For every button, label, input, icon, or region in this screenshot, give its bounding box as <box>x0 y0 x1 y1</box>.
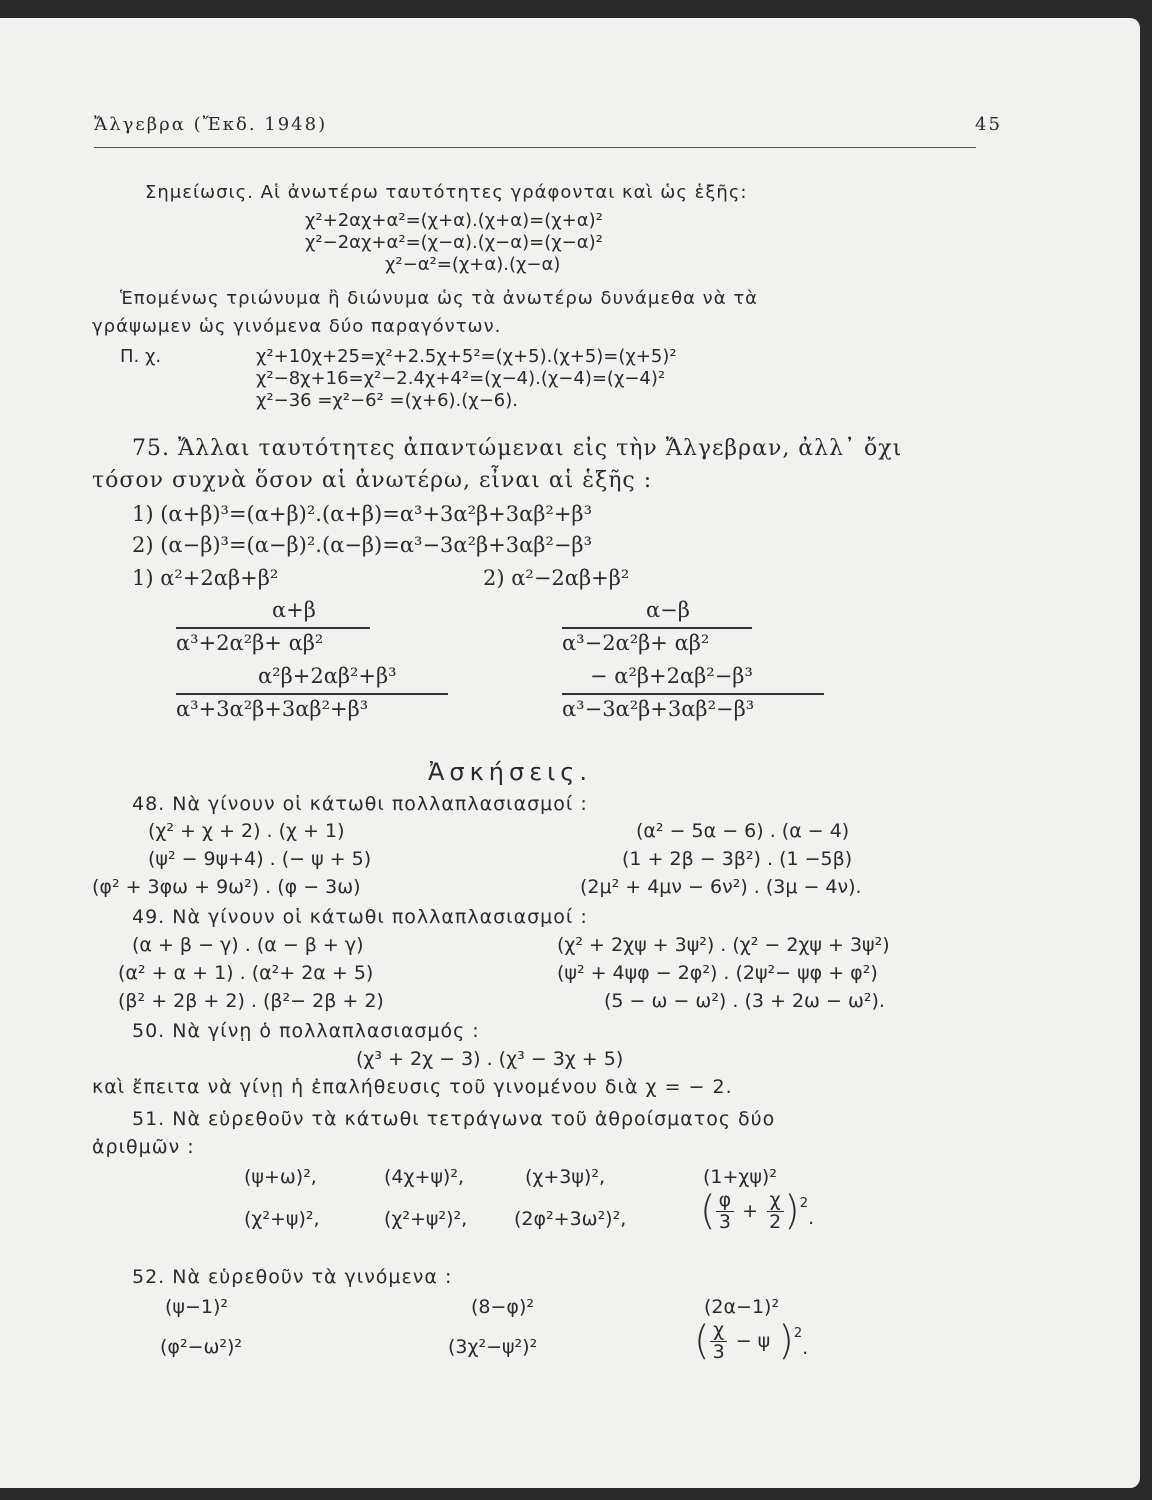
exercise-51-heading: 51. Νὰ εὑρεθοῦν τὰ κάτωθι τετράγωνα τοῦ ἀθροίσματος δύο <box>132 1108 776 1130</box>
fraction <box>710 1320 728 1363</box>
identity-cube-diff: 2) (α−β)³=(α−β)².(α−β)=α³−3α²β+3αβ²−β³ <box>132 533 592 557</box>
exercise-49-heading: 49. Νὰ γίνουν οἱ κάτωθι πολλαπλασιασμοί : <box>132 906 588 928</box>
section-75-line: τόσον συχνὰ ὅσον αἱ ἀνωτέρω, εἶναι αἱ ἑξῆς : <box>92 468 653 493</box>
exercise-item: (χ²+ψ²)², <box>384 1208 468 1230</box>
fraction-denominator: 3 <box>712 1340 725 1363</box>
exercise-item: (1+χψ)² <box>703 1166 777 1188</box>
fraction-square-expression: ( $\frac{\varphi}{3}$ + $\frac{\chi}{2}$ ) 2 . <box>700 1188 815 1235</box>
fraction <box>766 1190 784 1233</box>
note-paragraph-line: γράψωμεν ὡς γινόμενα δύο παραγόντων. <box>92 316 502 337</box>
note-intro: Σημείωσις. Αἱ ἀνωτέρω ταυτότητες γράφονται καὶ ὡς ἑξῆς: <box>145 182 748 203</box>
exercise-item: (ψ+ω)², <box>244 1166 317 1188</box>
mult-right-row: α³−2α²β+ αβ² <box>562 631 710 655</box>
identity-cube-sum: 1) (α+β)³=(α+β)².(α+β)=α³+3α²β+3αβ²+β³ <box>132 502 592 526</box>
mult-left-row: α³+3α²β+3αβ²+β³ <box>176 697 369 721</box>
right-paren: ) <box>778 1318 794 1365</box>
exercise-50-text: καὶ ἔπειτα νὰ γίνῃ ἡ ἐπαλήθευσις τοῦ γινομένου διὰ χ = − 2. <box>92 1076 733 1098</box>
fraction-denominator: 2 <box>769 1210 782 1233</box>
exercise-item: (ψ−1)² <box>165 1296 228 1318</box>
exercise-item: (α + β − γ) . (α − β + γ) <box>132 934 364 956</box>
exercise-item: (ψ² − 9ψ+4) . (− ψ + 5) <box>148 848 372 870</box>
note-paragraph-line: Ἑπομένως τριώνυμα ἢ διώνυμα ὡς τὰ ἀνωτέρω δυνάμεθα νὰ τὰ <box>120 288 759 309</box>
right-paren: ) <box>784 1188 800 1235</box>
example-line: χ²+10χ+25=χ²+2.5χ+5²=(χ+5).(χ+5)=(χ+5)² <box>256 346 677 367</box>
fraction-numerator: χ <box>710 1320 727 1342</box>
exercise-item: (φ² + 3φω + 9ω²) . (φ − 3ω) <box>92 876 361 898</box>
left-paren: ( <box>694 1318 710 1365</box>
section-75-line: 75. Ἄλλαι ταυτότητες ἀπαντώμεναι εἰς τὴν Ἄλγεβραν, ἀλλ᾽ ὄχι <box>132 436 903 461</box>
example-line: χ²−8χ+16=χ²−2.4χ+4²=(χ−4).(χ−4)=(χ−4)² <box>256 368 666 389</box>
note-identity: χ²+2αχ+α²=(χ+α).(χ+α)=(χ+α)² <box>305 210 603 231</box>
exercise-50-heading: 50. Νὰ γίνῃ ὁ πολλαπλασιασμός : <box>132 1020 480 1042</box>
running-header-title: Ἄλγεβρα (Ἔκδ. 1948) <box>94 114 328 135</box>
exercise-item: (α² + α + 1) . (α²+ 2α + 5) <box>118 962 374 984</box>
exercise-item: (χ² + 2χψ + 3ψ²) . (χ² − 2χψ + 3ψ²) <box>557 934 890 956</box>
mult-left-bar <box>176 627 370 629</box>
exercise-item: (β² + 2β + 2) . (β²− 2β + 2) <box>118 990 384 1012</box>
exercise-item: (4χ+ψ)², <box>384 1166 464 1188</box>
exercise-item: (1 + 2β − 3β²) . (1 −5β) <box>622 848 853 870</box>
fraction-numerator: χ <box>767 1190 784 1212</box>
exercise-item: (χ+3ψ)², <box>525 1166 605 1188</box>
exercise-item: (χ²+ψ)², <box>244 1208 320 1230</box>
mult-right-row: 2) α²−2αβ+β² <box>483 566 630 590</box>
fraction-square-expression: ( $\frac{\chi}{3}$ − ψ ) 2 . <box>694 1318 809 1365</box>
fraction-numerator: φ <box>716 1190 735 1212</box>
exercises-title: Ἀσκήσεις. <box>428 758 593 786</box>
exercise-item: (φ²−ω²)² <box>160 1336 243 1358</box>
exercise-48-heading: 48. Νὰ γίνουν οἱ κάτωθι πολλαπλασιασμοί : <box>132 793 588 815</box>
note-identity: χ²−α²=(χ+α).(χ−α) <box>385 254 561 275</box>
mult-right-bar <box>562 693 824 695</box>
exercise-item: (2α−1)² <box>704 1296 780 1318</box>
mult-left-row: α²β+2αβ²+β³ <box>258 664 397 688</box>
page-number: 45 <box>975 114 1002 135</box>
mult-left-row: α³+2α²β+ αβ² <box>176 631 324 655</box>
mult-right-row: α−β <box>646 598 690 622</box>
fraction <box>716 1190 735 1233</box>
exercise-51-heading-cont: ἀριθμῶν : <box>92 1136 195 1158</box>
exercise-52-heading: 52. Νὰ εὑρεθοῦν τὰ γινόμενα : <box>132 1266 453 1288</box>
exercise-item: (5 − ω − ω²) . (3 + 2ω − ω²). <box>604 990 885 1012</box>
book-page <box>0 18 1140 1488</box>
exercise-item: (2φ²+3ω²)², <box>514 1208 627 1230</box>
exercise-item: (α² − 5α − 6) . (α − 4) <box>636 820 850 842</box>
mult-right-row: − α²β+2αβ²−β³ <box>590 664 753 688</box>
example-line: χ²−36 =χ²−6² =(χ+6).(χ−6). <box>256 390 518 411</box>
fraction-denominator: 3 <box>718 1210 731 1233</box>
exercise-item: (3χ²−ψ²)² <box>448 1336 538 1358</box>
mult-left-bar <box>176 693 448 695</box>
mult-right-bar <box>562 627 752 629</box>
example-label: Π. χ. <box>120 346 162 367</box>
mult-right-row: α³−3α²β+3αβ²−β³ <box>562 697 755 721</box>
fraction-tail: − ψ <box>735 1330 771 1353</box>
left-paren: ( <box>700 1188 716 1235</box>
mult-left-row: α+β <box>272 598 316 622</box>
exercise-item: (8−φ)² <box>471 1296 534 1318</box>
exercise-item: (2μ² + 4μν − 6ν²) . (3μ − 4ν). <box>580 876 862 898</box>
exercise-item: (χ³ + 2χ − 3) . (χ³ − 3χ + 5) <box>356 1048 624 1070</box>
exercise-item: (ψ² + 4ψφ − 2φ²) . (2ψ²− ψφ + φ²) <box>557 962 878 984</box>
mult-left-row: 1) α²+2αβ+β² <box>132 566 279 590</box>
note-identity: χ²−2αχ+α²=(χ−α).(χ−α)=(χ−α)² <box>305 232 603 253</box>
header-rule <box>94 147 976 148</box>
exercise-item: (χ² + χ + 2) . (χ + 1) <box>148 820 345 842</box>
